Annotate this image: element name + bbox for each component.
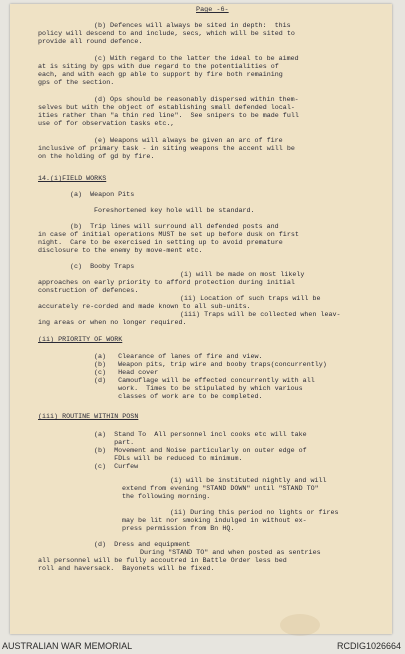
text-line: part. [94,439,135,447]
text-line: (c) With regard to the latter the ideal to be aimed [94,55,299,63]
subheading-booby-traps: (c) Booby Traps [70,263,135,271]
text-line: accurately re-corded and made known to all sub-units. [38,303,251,311]
text-line: (d) Ops should be reasonably dispersed within them- [94,96,299,104]
text-line: gps of the section. [38,79,115,87]
text-line: selves but with the object of establishing small defended local- [38,104,295,112]
text-line: at is siting by gps with due regard to the potentialities of [38,63,279,71]
text-line: (b) Trip lines will surround all defended posts and [70,223,279,231]
text-line: ities rather than "a thin red line". See snipers to be made full [38,112,299,120]
text-line: (ii) Location of such traps will be [180,295,321,303]
text-line: (d) Dress and equipment [94,541,191,549]
text-line: Foreshortened key hole will be standard. [94,207,255,215]
text-line: in case of initial operations MUST be set up before dusk on first [38,231,299,239]
text-line: each, and with each gp able to support by fire both remaining [38,71,283,79]
text-line: (c) Head cover [94,369,159,377]
text-line: (b) Movement and Noise particularly on outer edge of [94,447,307,455]
text-line: classes of work are to be completed. [94,393,263,401]
archive-footer [0,637,405,654]
text-line: night. Care to be exercised in setting up to avoid premature [38,239,283,247]
text-line: (i) will be made on most likely [180,271,305,279]
text-line: (c) Curfew [94,463,139,471]
text-line: FDLs will be reduced to minimum. [94,455,243,463]
text-line: roll and haversack. Bayonets will be fixed. [38,565,215,573]
text-line: may be lit nor smoking indulged in without ex- [122,517,307,525]
text-line: (a) Stand To All personnel incl cooks etc will take [94,431,307,439]
section-heading-routine: (iii) ROUTINE WITHIN POSN [38,413,139,421]
text-line: ing areas or when no longer required. [38,319,187,327]
paper-stain [280,614,320,636]
text-line: (b) Weapon pits, trip wire and booby traps(concurrently) [94,361,327,369]
text-line: on the holding of gd by fire. [38,153,155,161]
footer-archive-name: AUSTRALIAN WAR MEMORIAL [2,641,133,651]
text-line: press permission from Bn HQ. [122,525,235,533]
document-page [10,4,392,634]
text-line: (b) Defences will always be sited in depth: this [94,22,291,30]
text-line: (iii) Traps will be collected when leav- [180,311,341,319]
footer-record-id: RCDIG1026664 [336,641,401,651]
subheading-weapon-pits: (a) Weapon Pits [70,191,135,199]
text-line: (i) will be instituted nightly and will [170,477,327,485]
text-line: work. Times to be stipulated by which various [94,385,303,393]
text-line: the following morning. [122,493,211,501]
text-line: (ii) During this period no lights or fires [170,509,339,517]
page-label: Page -6- [196,6,229,14]
text-line: (e) Weapons will always be given an arc of fire [94,137,283,145]
text-line: extend from evening "STAND DOWN" until "STAND TO" [122,485,319,493]
text-line: use of for observation tasks etc., [38,120,175,128]
text-line: provide all round defence. [38,38,143,46]
section-heading-field-works: 14.(i)FIELD WORKS [38,175,107,183]
text-line: disclosure to the enemy by move-ment etc. [38,247,203,255]
text-line: approaches on early priority to afford protection during initial [38,279,295,287]
text-line: all personnel will be fully accoutred in Battle Order less bed [38,557,287,565]
section-heading-priority: (ii) PRIORITY OF WORK [38,336,123,344]
text-line: construction of defences. [38,287,139,295]
text-line: (d) Camouflage will be effected concurrently with all [94,377,315,385]
text-line: During "STAND TO" and when posted as sentries [140,549,321,557]
text-line: policy will descend to and include, secs, which will be sited to [38,30,295,38]
text-line: (a) Clearance of lanes of fire and view. [94,353,263,361]
text-line: inclusive of primary task - in siting weapons the accent will be [38,145,295,153]
